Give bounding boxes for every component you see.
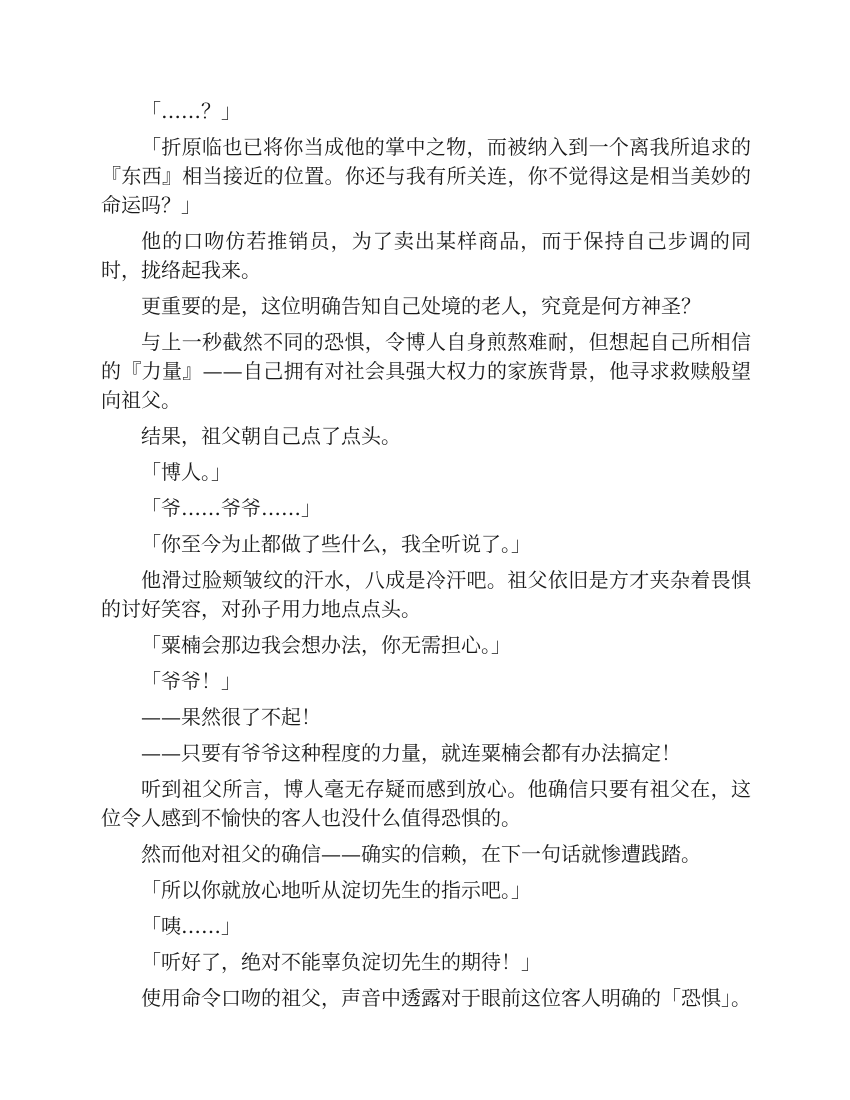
- paragraph: 然而他对祖父的确信——确实的信赖，在下一句话就惨遭践踏。: [141, 842, 701, 866]
- paragraph: ——只要有爷爷这种程度的力量，就连粟楠会都有办法搞定！: [141, 741, 681, 765]
- paragraph: 「爷……爷爷……」: [141, 496, 321, 520]
- paragraph: 「你至今为止都做了些什么，我全听说了。」: [141, 532, 531, 556]
- paragraph: 听到祖父所言，博人毫无存疑而感到放心。他确信只要有祖父在，这位令人感到不愉快的客人也没什么值得恐惧的。: [101, 777, 751, 830]
- paragraph: 「咦……」: [141, 914, 241, 938]
- paragraph: 「听好了，绝对不能辜负淀切先生的期待！」: [141, 950, 541, 974]
- paragraph: 「爷爷！」: [141, 669, 241, 693]
- paragraph: 「博人。」: [141, 460, 231, 484]
- paragraph: 「折原临也已将你当成他的掌中之物，而被纳入到一个离我所追求的『东西』相当接近的位置。你还与我有所关连，你不觉得这是相当美妙的命运吗？」: [101, 135, 751, 217]
- paragraph: 「……？」: [141, 99, 241, 123]
- paragraph: 他滑过脸颊皱纹的汗水，八成是冷汗吧。祖父依旧是方才夹杂着畏惧的讨好笑容，对孙子用力地点点头。: [101, 568, 751, 621]
- paragraph: 与上一秒截然不同的恐惧，令博人自身煎熬难耐，但想起自己所相信的『力量』——自己拥有对社会具强大权力的家族背景，他寻求救赎般望向祖父。: [101, 330, 751, 412]
- paragraph: 更重要的是，这位明确告知自己处境的老人，究竟是何方神圣？: [141, 294, 701, 318]
- paragraph: 使用命令口吻的祖父，声音中透露对于眼前这位客人明确的「恐惧」。: [141, 986, 751, 1010]
- paragraph: 「所以你就放心地听从淀切先生的指示吧。」: [141, 878, 531, 902]
- paragraph: ——果然很了不起！: [141, 705, 321, 729]
- document-page: [101, 97, 751, 1020]
- paragraph: 「粟楠会那边我会想办法，你无需担心。」: [141, 633, 511, 657]
- paragraph: 结果，祖父朝自己点了点头。: [141, 424, 401, 448]
- paragraph: 他的口吻仿若推销员，为了卖出某样商品，而于保持自己步调的同时，拢络起我来。: [101, 229, 751, 282]
